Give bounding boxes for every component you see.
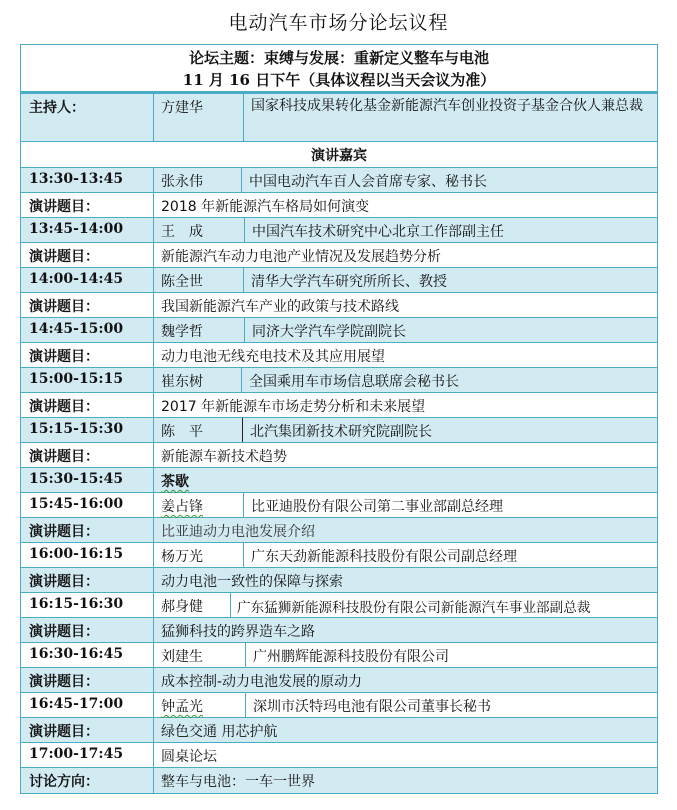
speaker-name: 魏学哲 [154, 318, 245, 342]
speaker-title: 广东天劲新能源科技股份有限公司副总经理 [251, 549, 517, 565]
speaker-name: 崔东树 [154, 368, 242, 392]
topic-text: 新能源车新技术趋势 [161, 449, 287, 465]
topic-text: 2017 年新能源车市场走势分析和未来展望 [161, 399, 426, 415]
topic-text: 猛狮科技的跨界造车之路 [161, 624, 315, 640]
session-row [21, 493, 657, 518]
speaker-name: 张永伟 [154, 168, 242, 192]
topic-label: 演讲题目： [21, 443, 154, 467]
session-time: 16:15-16:30 [21, 593, 154, 617]
topic-row [21, 393, 657, 418]
speaker-name: 郝身健 [154, 593, 231, 617]
speaker-title: 同济大学汽车学院副院长 [252, 324, 406, 340]
discussion-label: 讨论方向： [21, 768, 154, 793]
page-title: 电动汽车市场分论坛议程 [228, 12, 449, 34]
speaker-title: 广州鹏辉能源科技股份有限公司 [253, 649, 449, 665]
speaker-name-text: 姜占锋 [161, 499, 203, 515]
session-row [21, 168, 657, 193]
topic-text: 成本控制-动力电池发展的原动力 [161, 674, 363, 690]
host-title: 国家科技成果转化基金新能源汽车创业投资子基金合伙人兼总裁 [251, 98, 643, 114]
host-name: 方建华 [154, 94, 244, 141]
discussion-value: 整车与电池：一车一世界 [161, 774, 315, 790]
session-time: 15:15-15:30 [21, 418, 154, 442]
speaker-name: 陈全世 [154, 268, 244, 292]
session-time: 14:00-14:45 [21, 268, 154, 292]
topic-label: 演讲题目： [21, 343, 154, 367]
session-row [21, 543, 657, 568]
session-time: 15:00-15:15 [21, 368, 154, 392]
topic-row [21, 243, 657, 268]
topic-text: 2018 年新能源汽车格局如何演变 [161, 199, 370, 215]
speaker-title: 中国汽车技术研究中心北京工作部副主任 [252, 224, 504, 240]
topic-text: 动力电池无线充电技术及其应用展望 [161, 349, 385, 365]
topic-text: 动力电池一致性的保障与探索 [161, 574, 343, 590]
topic-label: 演讲题目： [21, 568, 154, 592]
table-header [21, 45, 657, 94]
speaker-title: 全国乘用车市场信息联席会秘书长 [249, 374, 459, 390]
session-row [21, 268, 657, 293]
topic-row [21, 193, 657, 218]
topic-text: 比亚迪动力电池发展介绍 [161, 524, 315, 540]
session-row [21, 593, 657, 618]
speaker-title: 清华大学汽车研究所所长、教授 [251, 274, 447, 290]
roundtable-time: 17:00-17:45 [21, 743, 154, 767]
topic-label: 演讲题目： [21, 668, 154, 692]
topic-label: 演讲题目： [21, 518, 154, 542]
roundtable-row [21, 743, 657, 768]
topic-text: 新能源汽车动力电池产业情况及发展趋势分析 [161, 249, 441, 265]
topic-label: 演讲题目： [21, 293, 154, 317]
break-label-text: 茶歇 [161, 474, 189, 490]
topic-row [21, 518, 657, 543]
session-row [21, 418, 657, 443]
topic-label: 演讲题目： [21, 718, 154, 742]
host-label: 主持人： [21, 94, 154, 141]
topic-label: 演讲题目： [21, 618, 154, 642]
session-row [21, 693, 657, 718]
topic-label: 演讲题目： [21, 243, 154, 267]
speakers-heading: 演讲嘉宾 [311, 148, 367, 164]
session-row [21, 318, 657, 343]
speaker-title: 深圳市沃特玛电池有限公司董事长秘书 [253, 699, 491, 715]
discussion-row [21, 768, 657, 793]
speaker-name [154, 493, 244, 517]
topic-row [21, 293, 657, 318]
session-time: 13:30-13:45 [21, 168, 154, 192]
break-time: 15:30-15:45 [21, 468, 154, 492]
session-row [21, 218, 657, 243]
speaker-name: 王 成 [154, 218, 245, 242]
session-row [21, 368, 657, 393]
speaker-title: 广东猛狮新能源科技股份有限公司新能源汽车事业部副总裁 [237, 600, 591, 616]
topic-row [21, 343, 657, 368]
speaker-name [154, 693, 246, 717]
speaker-name-text: 钟孟光 [161, 699, 203, 715]
forum-theme: 论坛主题：束缚与发展：重新定义整车与电池 [188, 49, 489, 67]
agenda-table [20, 44, 658, 794]
topic-row [21, 718, 657, 743]
session-time: 16:30-16:45 [21, 643, 154, 667]
speaker-name: 陈 平 [154, 418, 243, 442]
break-label [154, 468, 657, 492]
speaker-name: 杨万光 [154, 543, 244, 567]
session-time: 13:45-14:00 [21, 218, 154, 242]
topic-label: 演讲题目： [21, 193, 154, 217]
topic-row [21, 443, 657, 468]
topic-row [21, 568, 657, 593]
topic-row [21, 668, 657, 693]
speakers-heading-row [21, 142, 657, 168]
forum-date: 11 月 16 日下午（具体议程以当天会议为准） [182, 71, 496, 89]
session-time: 15:45-16:00 [21, 493, 154, 517]
host-row [21, 94, 657, 142]
session-time: 16:00-16:15 [21, 543, 154, 567]
roundtable-label: 圆桌论坛 [161, 749, 217, 765]
topic-text: 我国新能源汽车产业的政策与技术路线 [161, 299, 399, 315]
topic-label: 演讲题目： [21, 393, 154, 417]
session-time: 14:45-15:00 [21, 318, 154, 342]
session-time: 16:45-17:00 [21, 693, 154, 717]
break-row [21, 468, 657, 493]
topic-row [21, 618, 657, 643]
speaker-name: 刘建生 [154, 643, 246, 667]
speaker-title: 比亚迪股份有限公司第二事业部副总经理 [251, 499, 503, 515]
session-row [21, 643, 657, 668]
speaker-title: 中国电动汽车百人会首席专家、秘书长 [249, 174, 487, 190]
topic-text: 绿色交通 用芯护航 [161, 724, 278, 740]
speaker-title: 北汽集团新技术研究院副院长 [250, 424, 432, 440]
